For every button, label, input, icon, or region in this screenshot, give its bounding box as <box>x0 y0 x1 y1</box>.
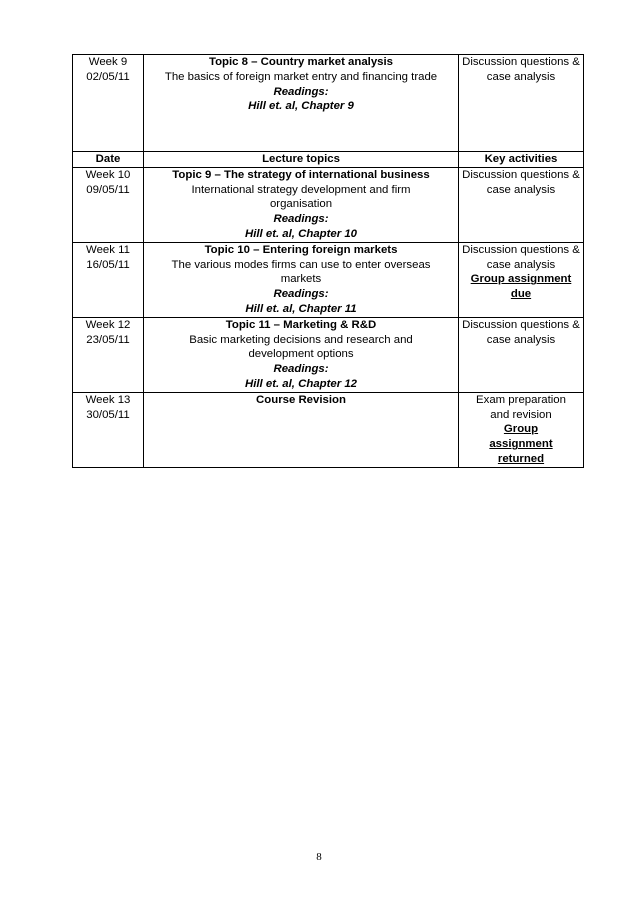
table-row <box>73 242 584 317</box>
activity-text: Exam preparation and revision <box>476 393 566 421</box>
topic-title: Topic 9 – The strategy of international business <box>172 168 430 181</box>
week-label: Week 10 <box>85 168 131 181</box>
week-cell <box>73 167 144 242</box>
table-row <box>73 392 584 467</box>
readings-reference: Hill et. al, Chapter 9 <box>248 100 354 113</box>
activity-cell <box>459 242 584 317</box>
activity-cell <box>459 55 584 152</box>
header-key-activities: Key activities <box>459 152 584 168</box>
header-date: Date <box>73 152 144 168</box>
activity-cell <box>459 392 584 467</box>
readings-reference: Hill et. al, Chapter 12 <box>244 377 358 390</box>
topic-description: International strategy development and firm organisation <box>191 183 411 211</box>
readings-reference: Hill et. al, Chapter 11 <box>245 302 357 315</box>
week-label: Week 12 <box>85 318 131 331</box>
page-number: 8 <box>316 851 322 863</box>
activity-text: Discussion questions & case analysis <box>462 243 580 271</box>
table-header-row <box>73 152 584 168</box>
readings-reference: Hill et. al, Chapter 10 <box>244 227 358 240</box>
activity-cell <box>459 317 584 392</box>
table-row <box>73 55 584 152</box>
activity-cell <box>459 167 584 242</box>
table-row <box>73 167 584 242</box>
topic-cell <box>144 55 459 152</box>
topic-title: Course Revision <box>256 393 346 406</box>
week-date: 30/05/11 <box>86 408 130 421</box>
course-schedule-table <box>72 54 584 468</box>
topic-description: The various modes firms can use to enter overseas markets <box>171 258 431 286</box>
topic-cell <box>144 167 459 242</box>
week-cell <box>73 55 144 152</box>
topic-title: Topic 11 – Marketing & R&D <box>225 318 377 331</box>
week-date: 02/05/11 <box>86 70 130 83</box>
week-date: 09/05/11 <box>86 183 130 196</box>
week-cell <box>73 317 144 392</box>
readings-label: Readings: <box>273 213 329 226</box>
activity-text: Discussion questions & case analysis <box>462 168 580 196</box>
week-cell <box>73 242 144 317</box>
topic-title: Topic 8 – Country market analysis <box>208 56 393 68</box>
topic-title: Topic 10 – Entering foreign markets <box>204 243 398 256</box>
topic-description: The basics of foreign market entry and financing trade <box>164 70 438 83</box>
activity-text: Discussion questions & case analysis <box>462 318 580 346</box>
topic-cell <box>144 317 459 392</box>
activity-emphasis: Group assignment due <box>470 273 572 301</box>
readings-label: Readings: <box>273 288 329 301</box>
week-label: Week 13 <box>85 393 131 406</box>
week-cell <box>73 392 144 467</box>
readings-label: Readings: <box>273 363 329 376</box>
topic-cell <box>144 242 459 317</box>
week-date: 16/05/11 <box>86 258 130 271</box>
topic-cell <box>144 392 459 467</box>
topic-description: Basic marketing decisions and research and development options <box>189 333 413 361</box>
week-label: Week 11 <box>86 243 130 256</box>
activity-text: Discussion questions & case analysis <box>462 56 580 83</box>
activity-emphasis: Group assignment returned <box>489 423 553 465</box>
readings-label: Readings: <box>273 85 329 98</box>
table-row <box>73 317 584 392</box>
week-date: 23/05/11 <box>86 333 130 346</box>
header-lecture-topics: Lecture topics <box>144 152 459 168</box>
week-label: Week 9 <box>88 56 128 68</box>
